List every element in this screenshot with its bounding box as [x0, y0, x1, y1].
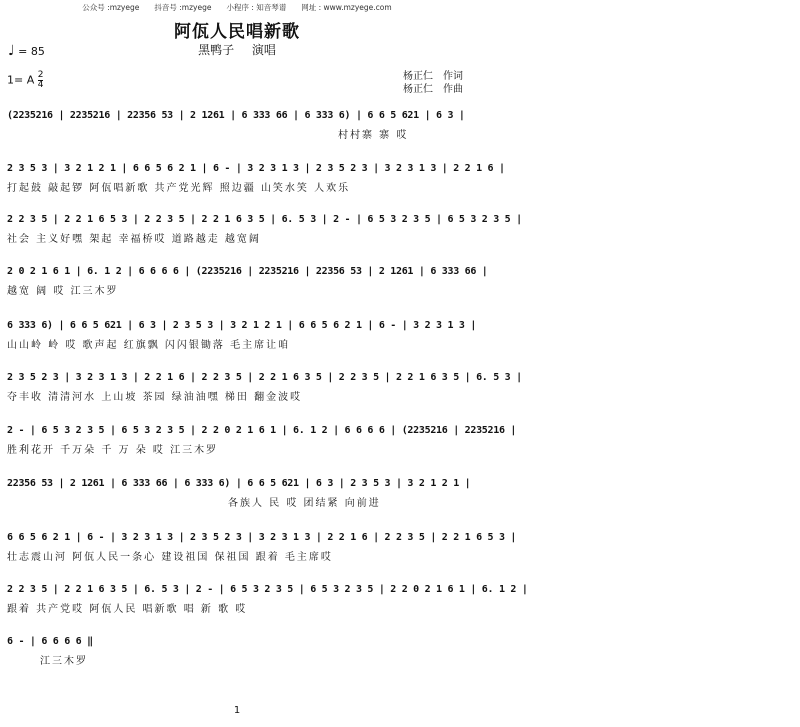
page-number: 1 — [233, 705, 241, 716]
tempo-value: = 85 — [18, 45, 45, 58]
time-signature — [38, 71, 44, 90]
notation-row-1: (2235216 | 2235216 | 22356 53 | 2 1261 | 6 333 66 | 6 333 6) | 6 6 5 621 | 6 3 | — [7, 110, 465, 121]
composer-credit: 杨正仁 作曲 — [403, 84, 463, 95]
notation-row-10: 2 2 3 5 | 2 2 1 6 3 5 | 6. 5 3 | 2 - | 6 5 3 2 3 5 | 6 5 3 2 3 5 | 2 2 0 2 1 6 1 | 6. 1 2 | — [7, 584, 528, 595]
notation-row-7: 2 - | 6 5 3 2 3 5 | 6 5 3 2 3 5 | 2 2 0 2 1 6 1 | 6. 1 2 | 6 6 6 6 | (2235216 | 2235216 | — [7, 425, 517, 436]
lyricist-credit: 杨正仁 作词 — [403, 71, 463, 82]
lyrics-row-2: 打起鼓 敲起锣 阿佤唱新歌 共产党光辉 照边疆 山笑水笑 人欢乐 — [7, 183, 351, 194]
lyrics-row-3: 社会 主义好嘿 架起 幸福桥哎 道路越走 越宽阔 — [7, 234, 261, 245]
notation-row-2: 2 3 5 3 | 3 2 1 2 1 | 6 6 5 6 2 1 | 6 - | 3 2 3 1 3 | 2 3 5 2 3 | 3 2 3 1 3 | 2 2 1 6 | — [7, 163, 505, 174]
notation-row-3: 2 2 3 5 | 2 2 1 6 5 3 | 2 2 3 5 | 2 2 1 6 3 5 | 6. 5 3 | 2 - | 6 5 3 2 3 5 | 6 5 3 2 3 5 | — [7, 214, 522, 225]
notation-row-5: 6 333 6) | 6 6 5 621 | 6 3 | 2 3 5 3 | 3 2 1 2 1 | 6 6 5 6 2 1 | 6 - | 3 2 3 1 3 | — [7, 320, 477, 331]
lyrics-row-7: 胜利花开 千万朵 千 万 朵 哎 江三木罗 — [7, 445, 219, 456]
notation-row-9: 6 6 5 6 2 1 | 6 - | 3 2 3 1 3 | 2 3 5 2 3 | 3 2 3 1 3 | 2 2 1 6 | 2 2 3 5 | 2 2 1 6 5 3 | — [7, 532, 517, 543]
song-subtitle: 黑鸭子 演唱 — [198, 43, 276, 57]
lyrics-row-11: 江三木罗 — [40, 656, 88, 667]
lyrics-row-10: 跟着 共产党哎 阿佤人民 唱新歌 唱 新 歌 哎 — [7, 604, 248, 615]
key-signature — [7, 71, 43, 90]
lyrics-row-5: 山山岭 岭 哎 歌声起 红旗飘 闪闪银锄落 毛主席让咱 — [7, 340, 291, 351]
quarter-note-icon: ♩ — [8, 43, 15, 59]
notation-row-6: 2 3 5 2 3 | 3 2 3 1 3 | 2 2 1 6 | 2 2 3 5 | 2 2 1 6 3 5 | 2 2 3 5 | 2 2 1 6 3 5 | 6. 5 3 | — [7, 372, 522, 383]
lyrics-row-9: 壮志震山河 阿佤人民一条心 建设祖国 保祖国 跟着 毛主席哎 — [7, 552, 333, 563]
lyrics-row-6: 夺丰收 清清河水 上山坡 茶园 绿油油嘿 梯田 翻金波哎 — [7, 392, 303, 403]
notation-row-4: 2 0 2 1 6 1 | 6. 1 2 | 6 6 6 6 | (2235216 | 2235216 | 22356 53 | 2 1261 | 6 333 66 | — [7, 266, 488, 277]
notation-row-8: 22356 53 | 2 1261 | 6 333 66 | 6 333 6) | 6 6 5 621 | 6 3 | 2 3 5 3 | 3 2 1 2 1 | — [7, 478, 471, 489]
key-label: 1= A — [7, 73, 35, 87]
time-signature-bottom: 4 — [37, 80, 44, 90]
lyrics-row-8: 各族人 民 哎 团结紧 向前进 — [228, 498, 381, 509]
notation-row-11: 6 - | 6 6 6 6 ‖ — [7, 636, 93, 647]
lyrics-row-1: 村村寨 寨 哎 — [338, 130, 409, 141]
song-title: 阿佤人民唱新歌 — [174, 22, 300, 42]
tempo-marking — [8, 43, 45, 59]
site-header: 公众号 :mzyege 抖音号 :mzyege 小程序 : 知音琴谱 网址 : www.mzyege.com — [82, 3, 392, 12]
lyrics-row-4: 越宽 阔 哎 江三木罗 — [7, 286, 119, 297]
time-signature-top: 2 — [37, 70, 44, 80]
